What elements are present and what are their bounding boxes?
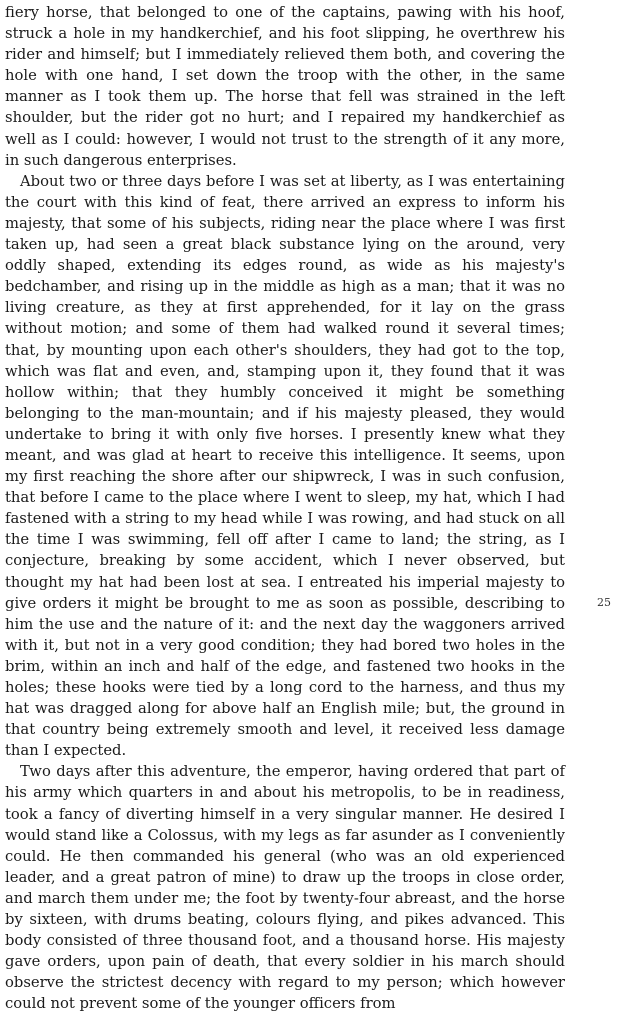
paragraph-hat-recovery: About two or three days before I was set at liberty, as I was entertaining the court with this kind of feat, there arrived an express to inform his majesty, that some of his subjects, riding near the place where I was first taken up, had seen a great black substance lying on the around, very oddly shaped, extending its edges round, as wide as his majesty's bedchamber, and rising up in the middle as high as a man; that it was no living creature, as they at first apprehended, for it lay on the grass without motion; and some of them had walked round it several times; that, by mounting upon each other's shoulders, they had got to the top, which was flat and even, and, stamping upon it, they found that it was hollow within; that they humbly conceived it might be something belonging to the man-mountain; and if his majesty pleased, they would undertake to bring it with only five horses. I presently knew what they meant, and was glad at heart to receive this intelligence. It seems, upon my first reaching the shore after our shipwreck, I was in such confusion, that before I came to the place where I went to sleep, my hat, which I had fastened with a string to my head while I was rowing, and had stuck on all the time I was swimming, fell off after I came to land; the string, as I conjecture, breaking by some accident, which I never observed, but thought my hat had been lost at sea. I entreated his imperial majesty to give orders it might be brought to me as soon as possible, describing to him the use and the nature of it: and the next day the waggoners arrived with it, but not in a very good condition; they had bored two holes in the brim, within an inch and half of the edge, and fastened two hooks in the holes; these hooks were tied by a long cord to the harness, and thus my hat was dragged along for above half an English mile; but, the ground in that country being extremely smooth and level, it received less damage than I expected.: [5, 172, 565, 760]
paragraph-colossus-review: Two days after this adventure, the emperor, having ordered that part of his army which quarters in and about his metropolis, to be in readiness, took a fancy of diverting himself in a very singular manner. He desired I would stand like a Colossus, with my legs as far asunder as I conveniently could. He then commanded his general (who was an old experienced leader, and a great patron of mine) to draw up the troops in close order, and march them under me; the foot by twenty-four abreast, and the horse by sixteen, with drums beating, colours flying, and pikes advanced. This body consisted of three thousand foot, and a thousand horse. His majesty gave orders, upon pain of death, that every soldier in his march should observe the strictest decency with regard to my person; which however could not prevent some of the younger officers from: [5, 763, 565, 1013]
page-body: [5, 2, 565, 1015]
paragraph-continued: fiery horse, that belonged to one of the captains, pawing with his hoof, struck a hole in my handkerchief, and his foot slipping, he overthrew his rider and himself; but I immediately relieved them both, and covering the hole with one hand, I set down the troop with the other, in the same manner as I took them up. The horse that fell was strained in the left shoulder, but the rider got no hurt; and I repaired my handkerchief as well as I could: however, I would not trust to the strength of it any more, in such dangerous enterprises.: [5, 4, 565, 169]
page-number: 25: [597, 596, 611, 609]
